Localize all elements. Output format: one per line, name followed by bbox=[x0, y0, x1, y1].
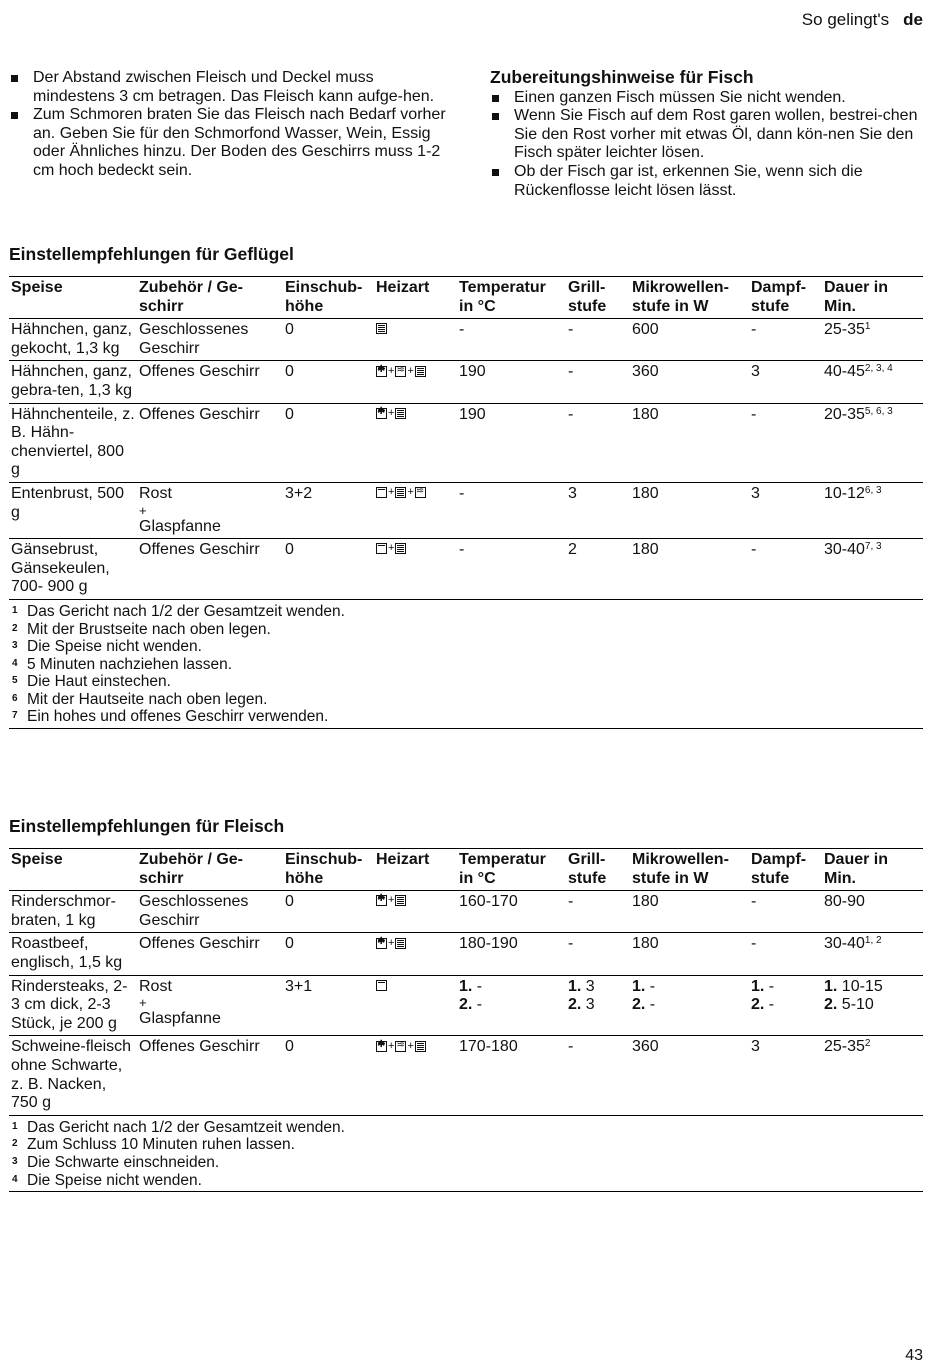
column-header-temperatur: Temperatur in °C bbox=[457, 849, 566, 891]
step-number: 1. bbox=[459, 977, 473, 995]
fish-section-title: Zubereitungshinweise für Fisch bbox=[490, 67, 754, 87]
step-line bbox=[751, 978, 820, 997]
hot-air-icon bbox=[376, 366, 387, 377]
footnotes bbox=[9, 1115, 923, 1191]
table-row bbox=[9, 975, 923, 1036]
plus-sign: + bbox=[388, 894, 395, 907]
cell-dauer bbox=[822, 891, 923, 933]
step-number: 1. bbox=[632, 977, 646, 995]
plus-sign: + bbox=[407, 1039, 414, 1052]
step-line bbox=[459, 996, 564, 1015]
table-row bbox=[9, 403, 923, 482]
cell-dampf: - bbox=[749, 539, 822, 600]
cell-grill: 3 bbox=[566, 482, 630, 538]
cell-mikro: 180 bbox=[630, 891, 749, 933]
meat-section-title: Einstellempfehlungen für Fleisch bbox=[9, 816, 285, 836]
footnote-number: 2 bbox=[12, 1138, 18, 1150]
heating-mode-icons bbox=[376, 366, 426, 377]
plus-sign: + bbox=[388, 936, 395, 949]
accessory-label: Geschlossenes Geschirr bbox=[139, 321, 249, 357]
step-value: 5-10 bbox=[841, 996, 874, 1014]
footnote bbox=[11, 673, 921, 691]
cell-zubehoer bbox=[137, 975, 283, 1036]
footnote-ref: 1 bbox=[864, 321, 871, 333]
cell-temperatur: - bbox=[457, 482, 566, 538]
footnote-text: Das Gericht nach 1/2 der Gesamtzeit wenden. bbox=[27, 602, 345, 620]
column-header-heizart: Heizart bbox=[374, 277, 457, 319]
accessory-label: Offenes Geschirr bbox=[139, 1038, 260, 1056]
cell-temperatur: 190 bbox=[457, 403, 566, 482]
microwave-icon bbox=[395, 895, 406, 906]
cell-temperatur: 170-180 bbox=[457, 1036, 566, 1115]
footnote-number: 6 bbox=[12, 692, 18, 704]
heating-mode-icons bbox=[376, 408, 406, 419]
cell-einschub: 3+1 bbox=[283, 975, 374, 1036]
step-line bbox=[568, 978, 628, 997]
cell-zubehoer bbox=[137, 891, 283, 933]
accessory-label: Rost bbox=[139, 977, 172, 995]
cell-dampf: - bbox=[749, 933, 822, 975]
cell-mikro: 180 bbox=[630, 482, 749, 538]
table-row bbox=[9, 933, 923, 975]
cell-dauer bbox=[822, 539, 923, 600]
cell-zubehoer bbox=[137, 539, 283, 600]
cell-heizart bbox=[374, 933, 457, 975]
steam-icon bbox=[415, 487, 426, 498]
cell-zubehoer bbox=[137, 361, 283, 403]
cell-zubehoer bbox=[137, 403, 283, 482]
cell-heizart bbox=[374, 482, 457, 538]
footnote-text: Die Speise nicht wenden. bbox=[27, 1171, 202, 1189]
microwave-icon bbox=[395, 543, 406, 554]
step-number: 1. bbox=[751, 977, 765, 995]
footnote-text: Die Speise nicht wenden. bbox=[27, 638, 202, 656]
column-header-heizart: Heizart bbox=[374, 849, 457, 891]
plus-sign: + bbox=[388, 1039, 395, 1052]
cell-zubehoer bbox=[137, 482, 283, 538]
cell-dampf: - bbox=[749, 891, 822, 933]
cell-heizart bbox=[374, 975, 457, 1036]
column-header-zubehoer: Zubehör / Ge-schirr bbox=[137, 277, 283, 319]
step-number: 2. bbox=[568, 996, 582, 1014]
step-value: 10-15 bbox=[841, 977, 883, 995]
duration-value: 40-45 bbox=[824, 363, 865, 381]
footnote bbox=[11, 638, 921, 656]
footnote-ref: 1, 2 bbox=[864, 935, 882, 947]
plus-sign: + bbox=[388, 542, 395, 555]
microwave-icon bbox=[415, 1041, 426, 1052]
footnote-ref: 5, 6, 3 bbox=[864, 405, 893, 417]
accessory-plus: + bbox=[139, 995, 147, 1011]
cell-dampf: 3 bbox=[749, 1036, 822, 1115]
footnote-ref: 7, 3 bbox=[864, 541, 882, 553]
cell-grill: - bbox=[566, 361, 630, 403]
cell-speise: Schweine-fleisch ohne Schwarte, z. B. Nacken, 750 g bbox=[9, 1036, 137, 1115]
running-header bbox=[802, 10, 923, 30]
hot-air-icon bbox=[376, 408, 387, 419]
meat-tips-list bbox=[9, 69, 449, 181]
column-header-dampf: Dampf-stufe bbox=[749, 849, 822, 891]
footnotes-row bbox=[9, 599, 923, 728]
microwave-icon bbox=[376, 323, 387, 334]
table-row bbox=[9, 319, 923, 361]
cell-heizart bbox=[374, 361, 457, 403]
cell-dauer bbox=[822, 361, 923, 403]
duration-value: 20-35 bbox=[824, 405, 865, 423]
step-value: - bbox=[649, 996, 656, 1014]
cell-dampf: - bbox=[749, 319, 822, 361]
footnote-number: 1 bbox=[12, 604, 18, 616]
accessory-label: Offenes Geschirr bbox=[139, 935, 260, 953]
footnote-number: 3 bbox=[12, 640, 18, 652]
cell-mikro: 180 bbox=[630, 933, 749, 975]
cell-mikro: 600 bbox=[630, 319, 749, 361]
footnote bbox=[11, 1136, 921, 1154]
cell-temperatur: 190 bbox=[457, 361, 566, 403]
hot-air-icon bbox=[376, 895, 387, 906]
cell-speise: Hähnchen, ganz, gekocht, 1,3 kg bbox=[9, 319, 137, 361]
accessory-label: Offenes Geschirr bbox=[139, 405, 260, 423]
grill-icon bbox=[376, 543, 387, 554]
cell-speise: Rinderschmor-braten, 1 kg bbox=[9, 891, 137, 933]
cell-dauer bbox=[822, 319, 923, 361]
step-value: - bbox=[476, 977, 483, 995]
footnote-text: Das Gericht nach 1/2 der Gesamtzeit wenden. bbox=[27, 1118, 345, 1136]
footnote bbox=[11, 603, 921, 621]
header-row bbox=[9, 277, 923, 319]
step-value: 3 bbox=[585, 996, 595, 1014]
footnote bbox=[11, 691, 921, 709]
table-row bbox=[9, 482, 923, 538]
cell-speise: Entenbrust, 500 g bbox=[9, 482, 137, 538]
cell-einschub: 0 bbox=[283, 1036, 374, 1115]
left-column bbox=[9, 69, 449, 181]
fish-column bbox=[490, 68, 920, 200]
steam-icon bbox=[395, 1041, 406, 1052]
footnote bbox=[11, 621, 921, 639]
plus-sign: + bbox=[388, 406, 395, 419]
cell-einschub: 0 bbox=[283, 933, 374, 975]
footnote bbox=[11, 656, 921, 674]
meat-table bbox=[9, 848, 923, 1192]
column-header-speise: Speise bbox=[9, 277, 137, 319]
footnote-number: 3 bbox=[12, 1155, 18, 1167]
language-code: de bbox=[903, 10, 923, 29]
cell-dauer bbox=[822, 1036, 923, 1115]
microwave-icon bbox=[395, 938, 406, 949]
fish-tips-list bbox=[490, 89, 920, 201]
footnote-number: 7 bbox=[12, 710, 18, 722]
header-title: So gelingt's bbox=[801, 10, 890, 29]
grill-icon bbox=[376, 980, 387, 991]
cell-dauer bbox=[822, 403, 923, 482]
cell-speise: Hähnchenteile, z. B. Hähn-chenviertel, 800 g bbox=[9, 403, 137, 482]
cell-heizart bbox=[374, 891, 457, 933]
list-item: Zum Schmoren braten Sie das Fleisch nach Bedarf vorher an. Geben Sie für den Schmorfond Wasser, Wein, Essig oder Ähnliches hinzu. Der Boden des Geschirrs muss 1-2 cm hoch bedeckt sein. bbox=[9, 106, 449, 180]
cell-speise: Gänsebrust, Gänsekeulen, 700- 900 g bbox=[9, 539, 137, 600]
cell-grill bbox=[566, 975, 630, 1036]
cell-heizart bbox=[374, 403, 457, 482]
table-row bbox=[9, 1036, 923, 1115]
step-line bbox=[632, 996, 747, 1015]
cell-temp bbox=[457, 975, 566, 1036]
cell-grill: 2 bbox=[566, 539, 630, 600]
column-header-dauer: Dauer in Min. bbox=[822, 849, 923, 891]
footnote-ref: 2 bbox=[864, 1038, 871, 1050]
footnotes bbox=[9, 599, 923, 728]
cell-dampf: 3 bbox=[749, 482, 822, 538]
cell-dampf: - bbox=[749, 403, 822, 482]
step-line bbox=[459, 978, 564, 997]
footnote bbox=[11, 708, 921, 726]
cell-mikro: 180 bbox=[630, 539, 749, 600]
cell-grill: - bbox=[566, 933, 630, 975]
column-header-dampf: Dampf-stufe bbox=[749, 277, 822, 319]
cell-temperatur: 160-170 bbox=[457, 891, 566, 933]
grill-icon bbox=[376, 487, 387, 498]
footnote-text: 5 Minuten nachziehen lassen. bbox=[27, 655, 233, 673]
step-value: - bbox=[768, 996, 775, 1014]
heating-mode-icons bbox=[376, 980, 387, 991]
heating-mode-icons bbox=[376, 323, 387, 334]
cell-heizart bbox=[374, 1036, 457, 1115]
step-number: 1. bbox=[568, 977, 582, 995]
footnote-text: Mit der Brustseite nach oben legen. bbox=[27, 620, 271, 638]
step-number: 2. bbox=[459, 996, 473, 1014]
accessory-label: Offenes Geschirr bbox=[139, 363, 260, 381]
footnote-number: 1 bbox=[12, 1120, 18, 1132]
cell-einschub: 3+2 bbox=[283, 482, 374, 538]
cell-heizart bbox=[374, 319, 457, 361]
cell-einschub: 0 bbox=[283, 319, 374, 361]
step-number: 1. bbox=[824, 977, 838, 995]
steam-icon bbox=[395, 366, 406, 377]
cell-grill: - bbox=[566, 319, 630, 361]
column-header-grill: Grill-stufe bbox=[566, 849, 630, 891]
cell-einschub: 0 bbox=[283, 361, 374, 403]
hot-air-icon bbox=[376, 938, 387, 949]
footnote bbox=[11, 1119, 921, 1137]
heating-mode-icons bbox=[376, 938, 406, 949]
duration-value: 25-35 bbox=[824, 321, 865, 339]
cell-mikro: 360 bbox=[630, 1036, 749, 1115]
column-header-mikro: Mikrowellen-stufe in W bbox=[630, 277, 749, 319]
step-line bbox=[751, 996, 820, 1015]
duration-value: 80-90 bbox=[824, 893, 865, 911]
cell-speise: Rindersteaks, 2-3 cm dick, 2-3 Stück, je 200 g bbox=[9, 975, 137, 1036]
footnote-number: 4 bbox=[12, 1173, 18, 1185]
cell-dampf: 3 bbox=[749, 361, 822, 403]
hot-air-icon bbox=[376, 1041, 387, 1052]
poultry-section-title: Einstellempfehlungen für Geflügel bbox=[9, 244, 294, 264]
accessory-label: Geschlossenes Geschirr bbox=[139, 893, 249, 929]
footnote-text: Die Schwarte einschneiden. bbox=[27, 1153, 220, 1171]
microwave-icon bbox=[395, 487, 406, 498]
cell-einschub: 0 bbox=[283, 539, 374, 600]
accessory-label: Glaspfanne bbox=[139, 1010, 221, 1028]
cell-einschub: 0 bbox=[283, 891, 374, 933]
step-value: - bbox=[768, 977, 775, 995]
footnote bbox=[11, 1154, 921, 1172]
step-number: 2. bbox=[751, 996, 765, 1014]
step-number: 2. bbox=[824, 996, 838, 1014]
cell-dauer bbox=[822, 933, 923, 975]
list-item: Einen ganzen Fisch müssen Sie nicht wenden. bbox=[490, 89, 920, 108]
cell-zubehoer bbox=[137, 319, 283, 361]
table-row bbox=[9, 539, 923, 600]
plus-sign: + bbox=[388, 486, 395, 499]
cell-heizart bbox=[374, 539, 457, 600]
cell-speise: Hähnchen, ganz, gebra-ten, 1,3 kg bbox=[9, 361, 137, 403]
accessory-plus: + bbox=[139, 502, 147, 518]
footnotes-row bbox=[9, 1115, 923, 1191]
column-header-einschub: Einschub-höhe bbox=[283, 277, 374, 319]
footnote-text: Ein hohes und offenes Geschirr verwenden. bbox=[27, 708, 329, 726]
microwave-icon bbox=[415, 366, 426, 377]
cell-mikro bbox=[630, 975, 749, 1036]
cell-dampf bbox=[749, 975, 822, 1036]
step-value: - bbox=[476, 996, 483, 1014]
plus-sign: + bbox=[388, 364, 395, 377]
column-header-zubehoer: Zubehör / Ge-schirr bbox=[137, 849, 283, 891]
heating-mode-icons bbox=[376, 543, 406, 554]
accessory-label: Glaspfanne bbox=[139, 517, 221, 535]
footnote-number: 4 bbox=[12, 657, 18, 669]
cell-speise: Roastbeef, englisch, 1,5 kg bbox=[9, 933, 137, 975]
cell-temperatur: - bbox=[457, 539, 566, 600]
footnote-ref: 6, 3 bbox=[864, 484, 882, 496]
table-row bbox=[9, 891, 923, 933]
cell-temperatur: 180-190 bbox=[457, 933, 566, 975]
microwave-icon bbox=[395, 408, 406, 419]
list-item: Wenn Sie Fisch auf dem Rost garen wollen, bestrei-chen Sie den Rost vorher mit etwas Öl, dann kön-nen Sie den Fisch später leichter lösen. bbox=[490, 107, 920, 163]
column-header-einschub: Einschub-höhe bbox=[283, 849, 374, 891]
accessory-label: Rost bbox=[139, 484, 172, 502]
cell-zubehoer bbox=[137, 933, 283, 975]
step-value: 3 bbox=[585, 977, 595, 995]
step-line bbox=[824, 978, 921, 997]
column-header-speise: Speise bbox=[9, 849, 137, 891]
duration-value: 25-35 bbox=[824, 1038, 865, 1056]
cell-grill: - bbox=[566, 1036, 630, 1115]
plus-sign: + bbox=[407, 364, 414, 377]
cell-dauer bbox=[822, 975, 923, 1036]
cell-zubehoer bbox=[137, 1036, 283, 1115]
step-line bbox=[568, 996, 628, 1015]
step-line bbox=[824, 996, 921, 1015]
heating-mode-icons bbox=[376, 895, 406, 906]
column-header-dauer: Dauer in Min. bbox=[822, 277, 923, 319]
accessory-label: Offenes Geschirr bbox=[139, 541, 260, 559]
step-line bbox=[632, 978, 747, 997]
cell-einschub: 0 bbox=[283, 403, 374, 482]
list-item: Ob der Fisch gar ist, erkennen Sie, wenn sich die Rückenflosse leicht lösen lässt. bbox=[490, 163, 920, 200]
footnote-number: 5 bbox=[12, 675, 18, 687]
footnote-number: 2 bbox=[12, 622, 18, 634]
poultry-table bbox=[9, 276, 923, 729]
duration-value: 10-12 bbox=[824, 484, 865, 502]
footnote-text: Die Haut einstechen. bbox=[27, 673, 171, 691]
step-number: 2. bbox=[632, 996, 646, 1014]
footnote bbox=[11, 1172, 921, 1190]
footnote-text: Mit der Hautseite nach oben legen. bbox=[27, 690, 268, 708]
step-value: - bbox=[649, 977, 656, 995]
duration-value: 30-40 bbox=[824, 935, 865, 953]
cell-dauer bbox=[822, 482, 923, 538]
cell-grill: - bbox=[566, 403, 630, 482]
plus-sign: + bbox=[407, 486, 414, 499]
footnote-ref: 2, 3, 4 bbox=[864, 363, 893, 375]
duration-value: 30-40 bbox=[824, 541, 865, 559]
cell-grill: - bbox=[566, 891, 630, 933]
table-row bbox=[9, 361, 923, 403]
cell-temperatur: - bbox=[457, 319, 566, 361]
page-number: 43 bbox=[905, 1347, 923, 1364]
heating-mode-icons bbox=[376, 1041, 426, 1052]
header-row bbox=[9, 849, 923, 891]
list-item: Der Abstand zwischen Fleisch und Deckel muss mindestens 3 cm betragen. Das Fleisch kann aufge-hen. bbox=[9, 69, 449, 106]
column-header-mikro: Mikrowellen-stufe in W bbox=[630, 849, 749, 891]
cell-mikro: 180 bbox=[630, 403, 749, 482]
column-header-temperatur: Temperatur in °C bbox=[457, 277, 566, 319]
heating-mode-icons bbox=[376, 487, 426, 498]
cell-mikro: 360 bbox=[630, 361, 749, 403]
footnote-text: Zum Schluss 10 Minuten ruhen lassen. bbox=[27, 1136, 295, 1154]
column-header-grill: Grill-stufe bbox=[566, 277, 630, 319]
